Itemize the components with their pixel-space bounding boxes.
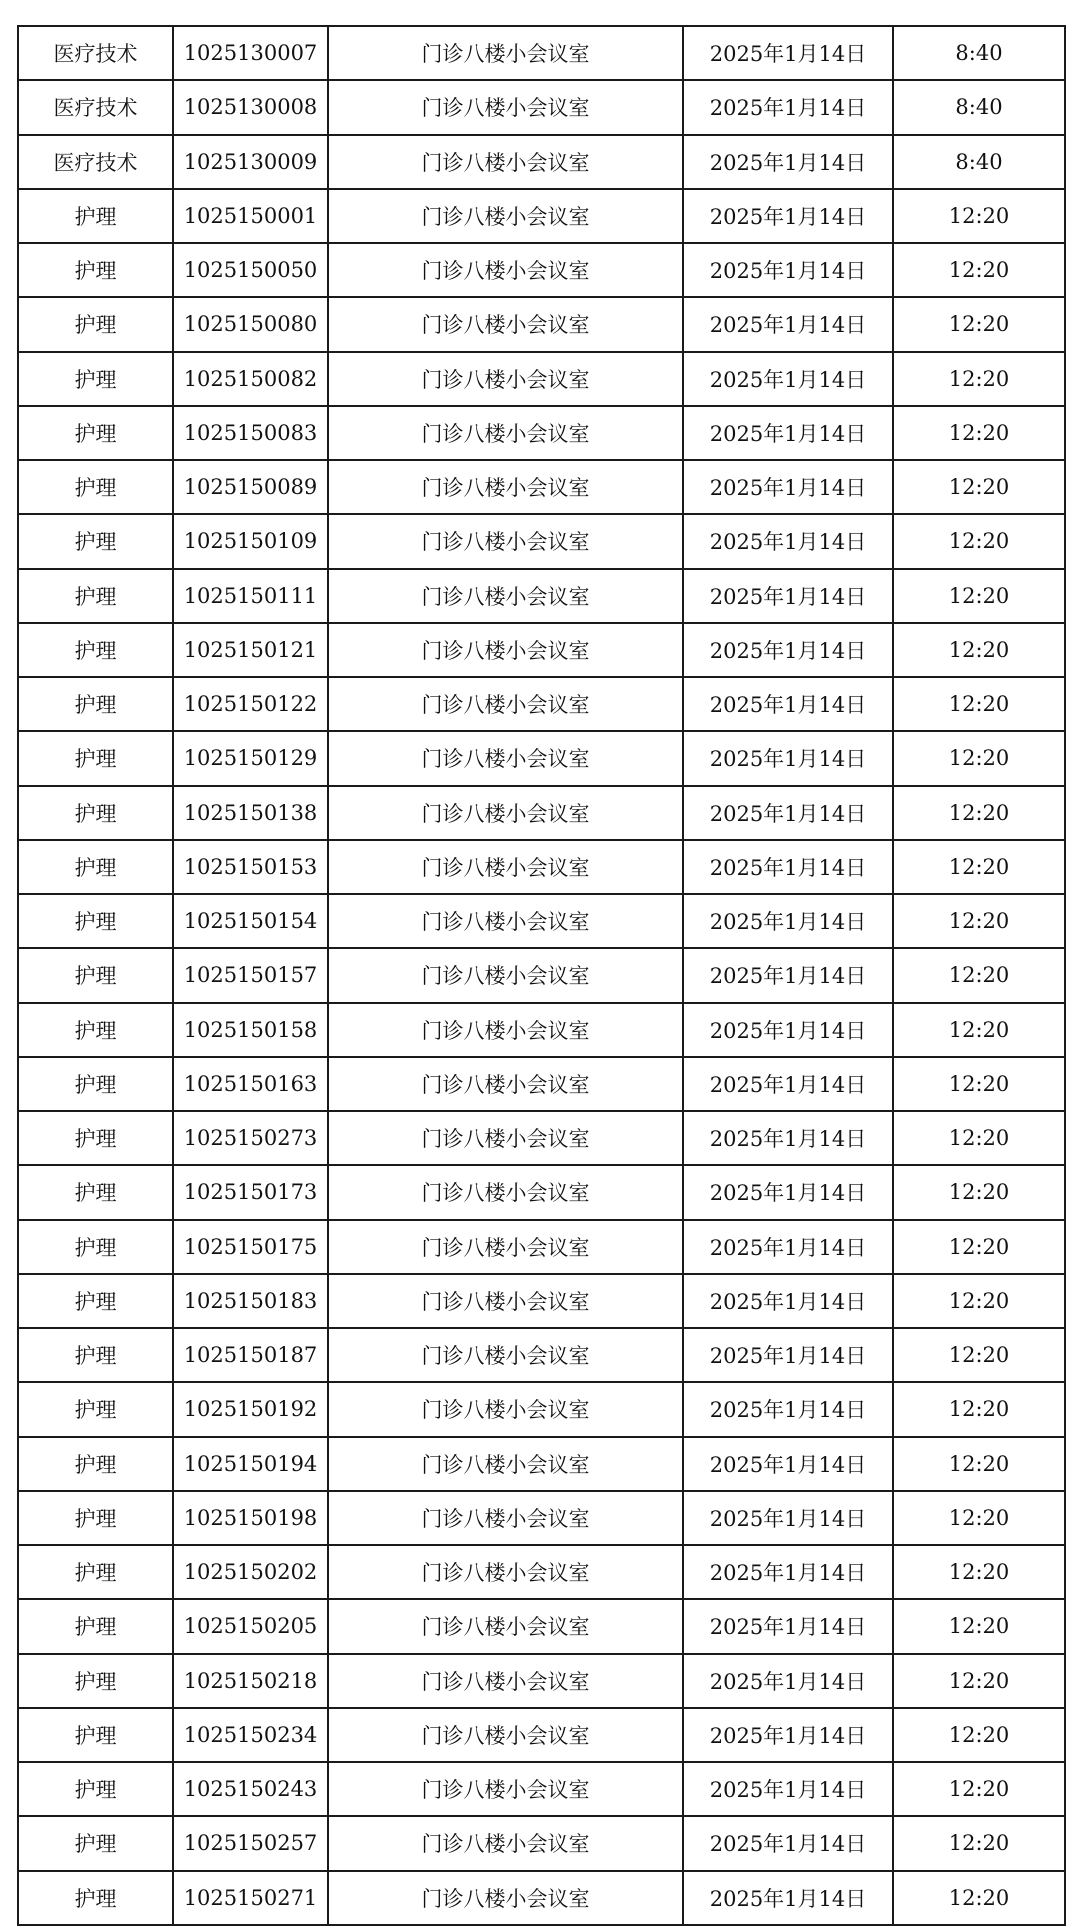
- table-row: [18, 1491, 1065, 1545]
- candidate-number-cell: 1025150218: [173, 1654, 328, 1708]
- location-cell: 门诊八楼小会议室: [328, 1003, 683, 1057]
- candidate-number-cell: 1025150273: [173, 1111, 328, 1165]
- time-cell: 12:20: [893, 1382, 1065, 1436]
- candidate-number-cell: 1025150129: [173, 731, 328, 785]
- time-cell: 12:20: [893, 1871, 1065, 1925]
- category-cell: 护理: [18, 786, 173, 840]
- time-cell: 12:20: [893, 1708, 1065, 1762]
- location-cell: 门诊八楼小会议室: [328, 460, 683, 514]
- category-cell: 医疗技术: [18, 80, 173, 134]
- location-cell: 门诊八楼小会议室: [328, 297, 683, 351]
- category-cell: 护理: [18, 1708, 173, 1762]
- time-cell: 12:20: [893, 1003, 1065, 1057]
- date-cell: 2025年1月14日: [683, 1003, 893, 1057]
- time-cell: 12:20: [893, 406, 1065, 460]
- location-cell: 门诊八楼小会议室: [328, 1654, 683, 1708]
- table-row: [18, 514, 1065, 568]
- candidate-number-cell: 1025150080: [173, 297, 328, 351]
- table-row: [18, 1816, 1065, 1870]
- table-row: [18, 135, 1065, 189]
- candidate-number-cell: 1025130009: [173, 135, 328, 189]
- date-cell: 2025年1月14日: [683, 1057, 893, 1111]
- date-cell: 2025年1月14日: [683, 80, 893, 134]
- time-cell: 12:20: [893, 514, 1065, 568]
- table-row: [18, 569, 1065, 623]
- table-row: [18, 786, 1065, 840]
- date-cell: 2025年1月14日: [683, 948, 893, 1002]
- time-cell: 12:20: [893, 677, 1065, 731]
- date-cell: 2025年1月14日: [683, 1599, 893, 1653]
- time-cell: 12:20: [893, 1599, 1065, 1653]
- location-cell: 门诊八楼小会议室: [328, 786, 683, 840]
- candidate-number-cell: 1025150001: [173, 189, 328, 243]
- time-cell: 8:40: [893, 80, 1065, 134]
- candidate-number-cell: 1025150109: [173, 514, 328, 568]
- date-cell: 2025年1月14日: [683, 1328, 893, 1382]
- table-row: [18, 297, 1065, 351]
- table-row: [18, 1220, 1065, 1274]
- date-cell: 2025年1月14日: [683, 1111, 893, 1165]
- candidate-number-cell: 1025150158: [173, 1003, 328, 1057]
- category-cell: 护理: [18, 1328, 173, 1382]
- category-cell: 护理: [18, 1274, 173, 1328]
- category-cell: 护理: [18, 1220, 173, 1274]
- candidate-number-cell: 1025150271: [173, 1871, 328, 1925]
- category-cell: 护理: [18, 1437, 173, 1491]
- time-cell: 8:40: [893, 135, 1065, 189]
- location-cell: 门诊八楼小会议室: [328, 243, 683, 297]
- table-row: [18, 1708, 1065, 1762]
- location-cell: 门诊八楼小会议室: [328, 569, 683, 623]
- location-cell: 门诊八楼小会议室: [328, 514, 683, 568]
- table-row: [18, 352, 1065, 406]
- time-cell: 8:40: [893, 26, 1065, 80]
- candidate-number-cell: 1025150089: [173, 460, 328, 514]
- table-row: [18, 1328, 1065, 1382]
- category-cell: 护理: [18, 243, 173, 297]
- category-cell: 护理: [18, 1003, 173, 1057]
- candidate-number-cell: 1025150153: [173, 840, 328, 894]
- candidate-number-cell: 1025130007: [173, 26, 328, 80]
- time-cell: 12:20: [893, 1654, 1065, 1708]
- location-cell: 门诊八楼小会议室: [328, 1220, 683, 1274]
- location-cell: 门诊八楼小会议室: [328, 26, 683, 80]
- time-cell: 12:20: [893, 948, 1065, 1002]
- date-cell: 2025年1月14日: [683, 1382, 893, 1436]
- time-cell: 12:20: [893, 460, 1065, 514]
- candidate-number-cell: 1025150050: [173, 243, 328, 297]
- candidate-number-cell: 1025150202: [173, 1545, 328, 1599]
- location-cell: 门诊八楼小会议室: [328, 80, 683, 134]
- date-cell: 2025年1月14日: [683, 352, 893, 406]
- date-cell: 2025年1月14日: [683, 1491, 893, 1545]
- time-cell: 12:20: [893, 1328, 1065, 1382]
- table-row: [18, 80, 1065, 134]
- schedule-sheet: [17, 25, 1064, 1926]
- category-cell: 护理: [18, 1871, 173, 1925]
- candidate-number-cell: 1025150082: [173, 352, 328, 406]
- time-cell: 12:20: [893, 1057, 1065, 1111]
- time-cell: 12:20: [893, 352, 1065, 406]
- category-cell: 护理: [18, 894, 173, 948]
- table-row: [18, 406, 1065, 460]
- date-cell: 2025年1月14日: [683, 1274, 893, 1328]
- date-cell: 2025年1月14日: [683, 1437, 893, 1491]
- time-cell: 12:20: [893, 1274, 1065, 1328]
- candidate-number-cell: 1025150187: [173, 1328, 328, 1382]
- candidate-number-cell: 1025150154: [173, 894, 328, 948]
- schedule-table-body: [18, 26, 1065, 1925]
- table-row: [18, 1871, 1065, 1925]
- category-cell: 护理: [18, 460, 173, 514]
- table-row: [18, 1654, 1065, 1708]
- category-cell: 护理: [18, 1545, 173, 1599]
- candidate-number-cell: 1025150257: [173, 1816, 328, 1870]
- table-row: [18, 731, 1065, 785]
- date-cell: 2025年1月14日: [683, 243, 893, 297]
- time-cell: 12:20: [893, 623, 1065, 677]
- candidate-number-cell: 1025150175: [173, 1220, 328, 1274]
- date-cell: 2025年1月14日: [683, 677, 893, 731]
- location-cell: 门诊八楼小会议室: [328, 731, 683, 785]
- table-row: [18, 894, 1065, 948]
- table-row: [18, 1165, 1065, 1219]
- date-cell: 2025年1月14日: [683, 1871, 893, 1925]
- time-cell: 12:20: [893, 894, 1065, 948]
- table-row: [18, 1003, 1065, 1057]
- date-cell: 2025年1月14日: [683, 623, 893, 677]
- date-cell: 2025年1月14日: [683, 1654, 893, 1708]
- candidate-number-cell: 1025150192: [173, 1382, 328, 1436]
- candidate-number-cell: 1025150163: [173, 1057, 328, 1111]
- date-cell: 2025年1月14日: [683, 189, 893, 243]
- location-cell: 门诊八楼小会议室: [328, 1057, 683, 1111]
- date-cell: 2025年1月14日: [683, 840, 893, 894]
- location-cell: 门诊八楼小会议室: [328, 352, 683, 406]
- candidate-number-cell: 1025150122: [173, 677, 328, 731]
- date-cell: 2025年1月14日: [683, 26, 893, 80]
- category-cell: 护理: [18, 1491, 173, 1545]
- candidate-number-cell: 1025150198: [173, 1491, 328, 1545]
- table-row: [18, 1545, 1065, 1599]
- location-cell: 门诊八楼小会议室: [328, 1762, 683, 1816]
- location-cell: 门诊八楼小会议室: [328, 1111, 683, 1165]
- location-cell: 门诊八楼小会议室: [328, 135, 683, 189]
- date-cell: 2025年1月14日: [683, 1220, 893, 1274]
- location-cell: 门诊八楼小会议室: [328, 1165, 683, 1219]
- time-cell: 12:20: [893, 786, 1065, 840]
- candidate-number-cell: 1025150173: [173, 1165, 328, 1219]
- time-cell: 12:20: [893, 1165, 1065, 1219]
- time-cell: 12:20: [893, 1220, 1065, 1274]
- candidate-number-cell: 1025130008: [173, 80, 328, 134]
- candidate-number-cell: 1025150121: [173, 623, 328, 677]
- category-cell: 护理: [18, 1111, 173, 1165]
- time-cell: 12:20: [893, 1437, 1065, 1491]
- category-cell: 护理: [18, 189, 173, 243]
- table-row: [18, 948, 1065, 1002]
- table-row: [18, 26, 1065, 80]
- location-cell: 门诊八楼小会议室: [328, 1816, 683, 1870]
- table-row: [18, 677, 1065, 731]
- table-row: [18, 1599, 1065, 1653]
- location-cell: 门诊八楼小会议室: [328, 1545, 683, 1599]
- date-cell: 2025年1月14日: [683, 1545, 893, 1599]
- date-cell: 2025年1月14日: [683, 1762, 893, 1816]
- table-row: [18, 840, 1065, 894]
- category-cell: 护理: [18, 569, 173, 623]
- table-row: [18, 460, 1065, 514]
- category-cell: 护理: [18, 1165, 173, 1219]
- exam-schedule-table: [17, 25, 1066, 1926]
- category-cell: 护理: [18, 1057, 173, 1111]
- time-cell: 12:20: [893, 243, 1065, 297]
- category-cell: 护理: [18, 731, 173, 785]
- time-cell: 12:20: [893, 1762, 1065, 1816]
- category-cell: 护理: [18, 1599, 173, 1653]
- date-cell: 2025年1月14日: [683, 135, 893, 189]
- date-cell: 2025年1月14日: [683, 569, 893, 623]
- table-row: [18, 1274, 1065, 1328]
- table-row: [18, 243, 1065, 297]
- category-cell: 护理: [18, 623, 173, 677]
- table-row: [18, 1111, 1065, 1165]
- time-cell: 12:20: [893, 569, 1065, 623]
- time-cell: 12:20: [893, 1816, 1065, 1870]
- location-cell: 门诊八楼小会议室: [328, 1708, 683, 1762]
- time-cell: 12:20: [893, 189, 1065, 243]
- category-cell: 护理: [18, 297, 173, 351]
- location-cell: 门诊八楼小会议室: [328, 840, 683, 894]
- candidate-number-cell: 1025150243: [173, 1762, 328, 1816]
- date-cell: 2025年1月14日: [683, 1708, 893, 1762]
- location-cell: 门诊八楼小会议室: [328, 1871, 683, 1925]
- table-row: [18, 189, 1065, 243]
- date-cell: 2025年1月14日: [683, 786, 893, 840]
- location-cell: 门诊八楼小会议室: [328, 1599, 683, 1653]
- category-cell: 护理: [18, 677, 173, 731]
- category-cell: 护理: [18, 406, 173, 460]
- category-cell: 医疗技术: [18, 135, 173, 189]
- location-cell: 门诊八楼小会议室: [328, 1274, 683, 1328]
- table-row: [18, 1382, 1065, 1436]
- date-cell: 2025年1月14日: [683, 1165, 893, 1219]
- time-cell: 12:20: [893, 840, 1065, 894]
- date-cell: 2025年1月14日: [683, 1816, 893, 1870]
- category-cell: 医疗技术: [18, 26, 173, 80]
- location-cell: 门诊八楼小会议室: [328, 406, 683, 460]
- date-cell: 2025年1月14日: [683, 297, 893, 351]
- time-cell: 12:20: [893, 731, 1065, 785]
- time-cell: 12:20: [893, 1545, 1065, 1599]
- table-row: [18, 1057, 1065, 1111]
- date-cell: 2025年1月14日: [683, 731, 893, 785]
- location-cell: 门诊八楼小会议室: [328, 189, 683, 243]
- candidate-number-cell: 1025150205: [173, 1599, 328, 1653]
- location-cell: 门诊八楼小会议室: [328, 948, 683, 1002]
- table-row: [18, 1437, 1065, 1491]
- location-cell: 门诊八楼小会议室: [328, 623, 683, 677]
- location-cell: 门诊八楼小会议室: [328, 1382, 683, 1436]
- category-cell: 护理: [18, 352, 173, 406]
- time-cell: 12:20: [893, 1491, 1065, 1545]
- candidate-number-cell: 1025150083: [173, 406, 328, 460]
- category-cell: 护理: [18, 1654, 173, 1708]
- candidate-number-cell: 1025150234: [173, 1708, 328, 1762]
- date-cell: 2025年1月14日: [683, 514, 893, 568]
- location-cell: 门诊八楼小会议室: [328, 894, 683, 948]
- location-cell: 门诊八楼小会议室: [328, 1491, 683, 1545]
- category-cell: 护理: [18, 514, 173, 568]
- table-row: [18, 1762, 1065, 1816]
- candidate-number-cell: 1025150138: [173, 786, 328, 840]
- candidate-number-cell: 1025150183: [173, 1274, 328, 1328]
- category-cell: 护理: [18, 1762, 173, 1816]
- date-cell: 2025年1月14日: [683, 460, 893, 514]
- category-cell: 护理: [18, 1816, 173, 1870]
- category-cell: 护理: [18, 1382, 173, 1436]
- table-row: [18, 623, 1065, 677]
- candidate-number-cell: 1025150157: [173, 948, 328, 1002]
- category-cell: 护理: [18, 840, 173, 894]
- time-cell: 12:20: [893, 297, 1065, 351]
- location-cell: 门诊八楼小会议室: [328, 677, 683, 731]
- location-cell: 门诊八楼小会议室: [328, 1437, 683, 1491]
- category-cell: 护理: [18, 948, 173, 1002]
- candidate-number-cell: 1025150194: [173, 1437, 328, 1491]
- location-cell: 门诊八楼小会议室: [328, 1328, 683, 1382]
- date-cell: 2025年1月14日: [683, 406, 893, 460]
- time-cell: 12:20: [893, 1111, 1065, 1165]
- date-cell: 2025年1月14日: [683, 894, 893, 948]
- candidate-number-cell: 1025150111: [173, 569, 328, 623]
